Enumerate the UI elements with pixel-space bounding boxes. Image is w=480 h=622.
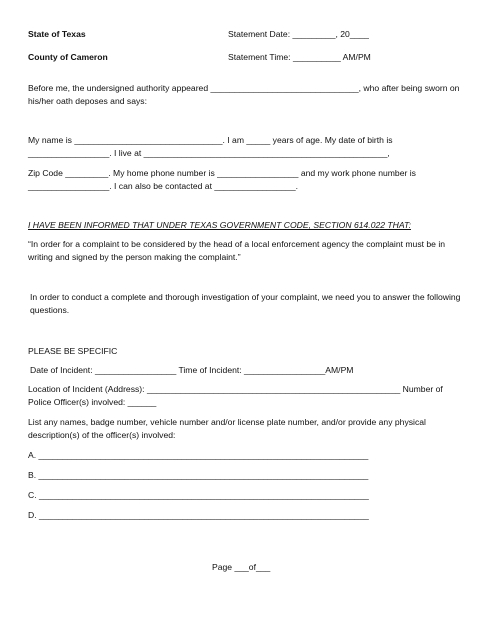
personal-info-line-2[interactable]: _________________. I live at ___________________________________________________, xyxy=(28,148,390,158)
county-label: County of Cameron xyxy=(28,52,108,62)
incident-date-time-field[interactable]: Date of Incident: _________________ Time of Incident: _________________AM/PM xyxy=(30,365,354,375)
officer-description-prompt: List any names, badge number, vehicle number and/or license plate number, and/or provide any physical description(s) of the officer(s) involved: xyxy=(28,417,426,441)
statement-date-field[interactable]: Statement Date: _________, 20____ xyxy=(228,29,369,39)
legal-notice-heading: I HAVE BEEN INFORMED THAT UNDER TEXAS GOVERNMENT CODE, SECTION 614.022 THAT: xyxy=(28,220,411,230)
page-number: Page ___of___ xyxy=(212,562,271,572)
be-specific-label: PLEASE BE SPECIFIC xyxy=(28,346,118,356)
instructions-paragraph: In order to conduct a complete and thorough investigation of your complaint, we need you to answer the following questions. xyxy=(30,292,461,316)
legal-notice-quote: “In order for a complaint to be considered by the head of a local enforcement agency the complaint must be in writing and signed by the person making the complaint.” xyxy=(28,239,446,263)
personal-info-line-4[interactable]: _________________. I can also be contacted at _________________. xyxy=(28,181,298,191)
description-line-d[interactable]: D. _____________________________________________________________________ xyxy=(28,510,369,520)
personal-info-line-3[interactable]: Zip Code _________. My home phone number is _________________ and my work phone number is xyxy=(28,168,416,178)
description-line-b[interactable]: B. _____________________________________________________________________ xyxy=(28,470,369,480)
description-line-a[interactable]: A. _____________________________________________________________________ xyxy=(28,450,369,460)
personal-info-line-1[interactable]: My name is _______________________________. I am _____ years of age. My date of birth is xyxy=(28,135,393,145)
state-label: State of Texas xyxy=(28,29,86,39)
description-line-c[interactable]: C. _____________________________________________________________________ xyxy=(28,490,369,500)
statement-time-field[interactable]: Statement Time: __________ AM/PM xyxy=(228,52,371,62)
incident-location-field[interactable]: Location of Incident (Address): _____________________________________________________ Number of Police Officer(s) involved: ______ xyxy=(28,384,443,408)
intro-paragraph[interactable]: Before me, the undersigned authority appeared _______________________________, who after being sworn on his/her oath deposes and says: xyxy=(28,83,460,107)
